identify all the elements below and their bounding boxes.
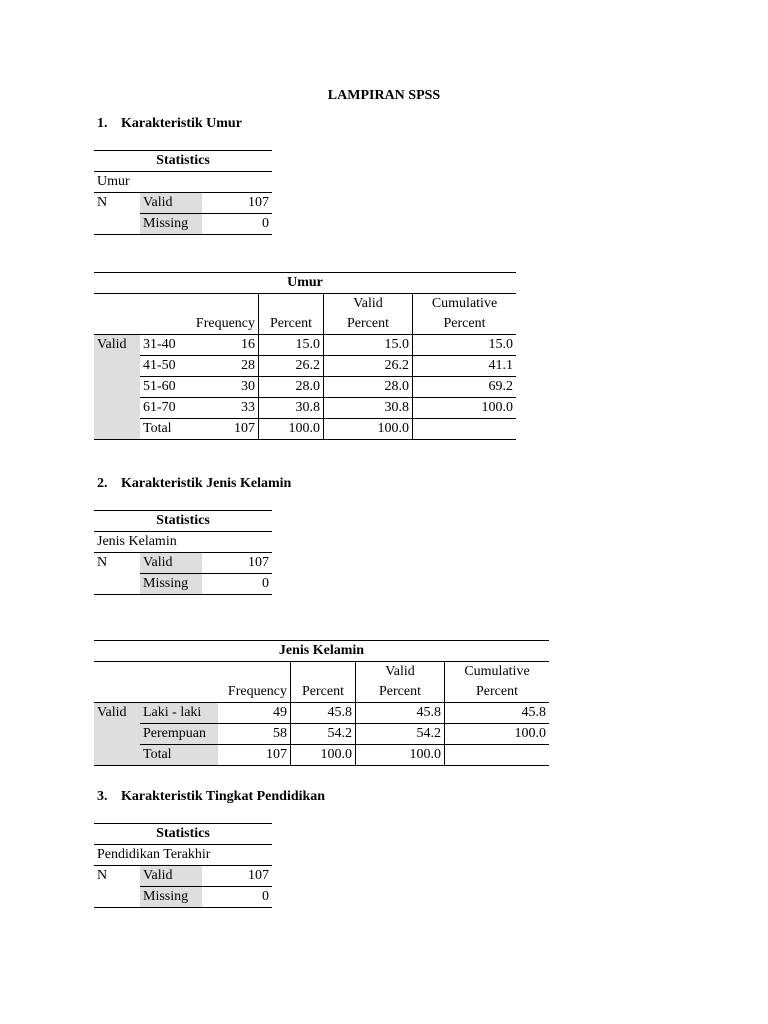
cell-percent: 15.0	[259, 335, 324, 356]
header-frequency: Frequency	[218, 682, 291, 703]
n-label: N	[97, 555, 108, 571]
statistics-table-jenis-kelamin	[94, 510, 272, 595]
valid-value: 107	[202, 553, 272, 574]
total-percent: 100.0	[291, 745, 356, 766]
missing-value: 0	[202, 214, 272, 235]
missing-value: 0	[202, 574, 272, 595]
cell-valid-percent: 15.0	[324, 335, 413, 356]
table-caption: Statistics	[94, 151, 272, 172]
row-label: Laki - laki	[140, 703, 218, 724]
frequency-table-jenis-kelamin	[94, 640, 549, 766]
cell-valid-percent: 28.0	[324, 377, 413, 398]
valid-label: Valid	[140, 553, 202, 574]
total-frequency: 107	[186, 419, 259, 440]
header-cumulative-line2: Percent	[413, 314, 517, 335]
header-percent: Percent	[259, 314, 324, 335]
total-label: Total	[140, 419, 186, 440]
total-percent: 100.0	[259, 419, 324, 440]
header-cumulative-line1: Cumulative	[431, 296, 498, 311]
cell-percent: 30.8	[259, 398, 324, 419]
section-heading-umur	[97, 116, 242, 132]
cell-valid-percent: 26.2	[324, 356, 413, 377]
table-caption: Statistics	[94, 824, 272, 845]
cell-frequency: 33	[186, 398, 259, 419]
table-caption: Umur	[94, 273, 516, 294]
cell-valid-percent: 54.2	[356, 724, 445, 745]
total-frequency: 107	[218, 745, 291, 766]
header-cumulative-line1: Cumulative	[464, 664, 530, 679]
statistics-table-pendidikan	[94, 823, 272, 908]
cell-percent: 28.0	[259, 377, 324, 398]
cell-valid-percent: 45.8	[356, 703, 445, 724]
section-heading-jenis-kelamin	[97, 476, 291, 492]
total-label: Total	[140, 745, 218, 766]
n-label: N	[97, 195, 108, 211]
variable-name: Pendidikan Terakhir	[94, 845, 272, 866]
statistics-table-umur	[94, 150, 272, 235]
row-label: 51-60	[140, 377, 186, 398]
cell-frequency: 30	[186, 377, 259, 398]
cell-frequency: 28	[186, 356, 259, 377]
cell-cumulative: 69.2	[413, 377, 517, 398]
page-title: LAMPIRAN SPSS	[327, 88, 441, 103]
header-cumulative-line2: Percent	[445, 682, 550, 703]
frequency-table-umur	[94, 272, 516, 440]
header-valid-percent-line2: Percent	[324, 314, 413, 335]
cell-percent: 26.2	[259, 356, 324, 377]
cell-frequency: 58	[218, 724, 291, 745]
variable-name: Jenis Kelamin	[94, 532, 272, 553]
header-valid-percent-line1: Valid	[324, 294, 413, 315]
valid-value: 107	[202, 866, 272, 887]
total-valid-percent: 100.0	[324, 419, 413, 440]
cell-cumulative: 100.0	[445, 724, 550, 745]
missing-value: 0	[202, 887, 272, 908]
row-label: 31-40	[140, 335, 186, 356]
header-valid-percent-line2: Percent	[356, 682, 445, 703]
section-number: 1.	[97, 116, 108, 131]
cell-frequency: 49	[218, 703, 291, 724]
section-number: 2.	[97, 476, 108, 491]
cell-frequency: 16	[186, 335, 259, 356]
cell-cumulative: 100.0	[413, 398, 517, 419]
missing-label: Missing	[140, 574, 202, 595]
total-valid-percent: 100.0	[356, 745, 445, 766]
section-title: Karakteristik Tingkat Pendidikan	[121, 789, 326, 804]
header-frequency: Frequency	[186, 314, 259, 335]
cell-cumulative: 45.8	[445, 703, 550, 724]
group-label: Valid	[94, 335, 140, 356]
missing-label: Missing	[140, 214, 202, 235]
row-label: 41-50	[140, 356, 186, 377]
header-percent: Percent	[291, 682, 356, 703]
group-label: Valid	[94, 703, 140, 724]
section-title: Karakteristik Jenis Kelamin	[121, 476, 292, 491]
valid-label: Valid	[140, 866, 202, 887]
section-title: Karakteristik Umur	[121, 116, 242, 131]
cell-percent: 45.8	[291, 703, 356, 724]
cell-cumulative: 41.1	[413, 356, 517, 377]
header-valid-percent-line1: Valid	[356, 662, 445, 683]
row-label: 61-70	[140, 398, 186, 419]
table-caption: Statistics	[94, 511, 272, 532]
table-caption: Jenis Kelamin	[94, 641, 549, 662]
n-label: N	[97, 868, 108, 884]
cell-cumulative: 15.0	[413, 335, 517, 356]
variable-name: Umur	[94, 172, 272, 193]
section-heading-pendidikan	[97, 789, 325, 805]
cell-percent: 54.2	[291, 724, 356, 745]
missing-label: Missing	[140, 887, 202, 908]
row-label: Perempuan	[140, 724, 218, 745]
section-number: 3.	[97, 789, 108, 804]
valid-value: 107	[202, 193, 272, 214]
cell-valid-percent: 30.8	[324, 398, 413, 419]
valid-label: Valid	[140, 193, 202, 214]
